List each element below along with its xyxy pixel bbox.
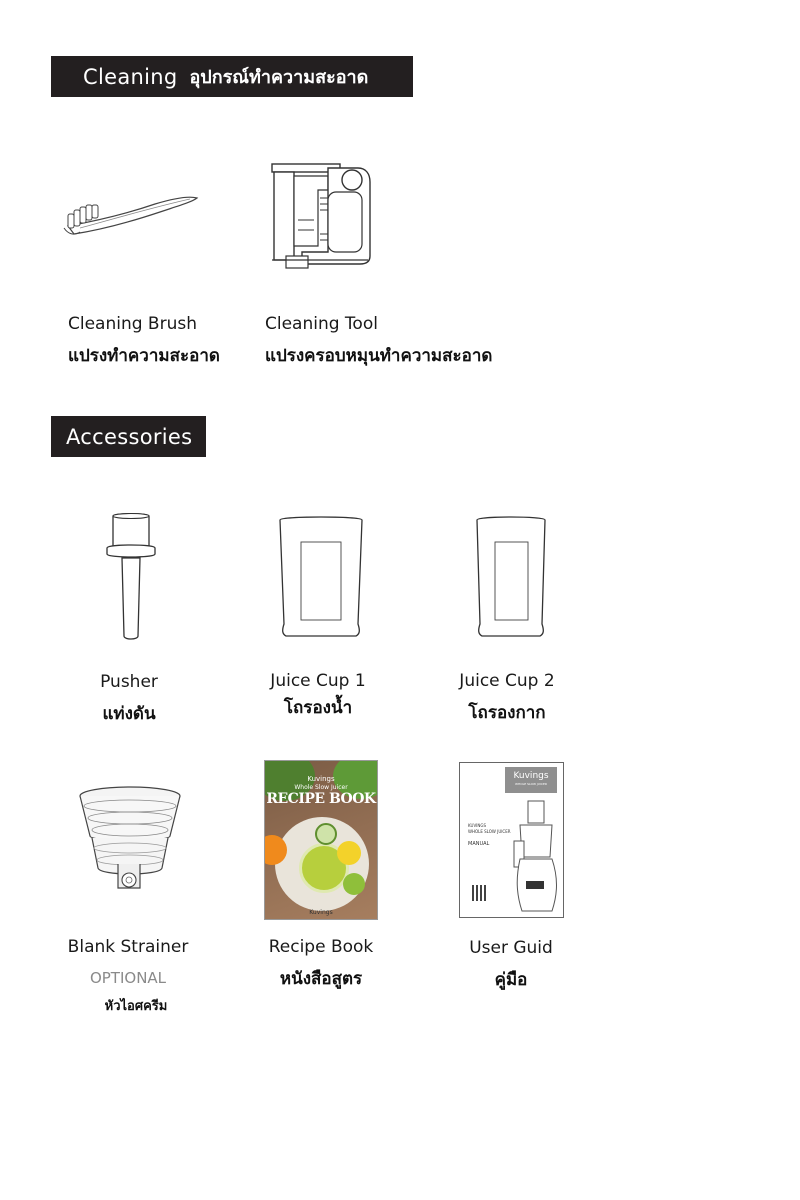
user-guide-label-th: คู่มือ bbox=[494, 970, 528, 990]
juice-cup-2-label-th: โถรองกาก bbox=[468, 703, 546, 723]
blank-strainer-label-th: หัวไอศครีม bbox=[104, 999, 168, 1014]
user-guide-image bbox=[459, 762, 564, 918]
accessories-section-header bbox=[51, 416, 206, 457]
recipe-book-subtitle: Whole Slow Juicer bbox=[294, 784, 348, 791]
juice-cup-2-label-en: Juice Cup 2 bbox=[459, 671, 555, 691]
recipe-book-cucumber bbox=[315, 823, 337, 845]
juice-cup-1-image bbox=[276, 514, 366, 640]
cleaning-title-en: Cleaning bbox=[83, 64, 178, 89]
cleaning-tool-image bbox=[268, 160, 374, 272]
recipe-book-title: RECIPE BOOK bbox=[266, 791, 376, 807]
pusher-label-en: Pusher bbox=[100, 672, 158, 692]
manual-line1: WHOLE SLOW JUICER bbox=[468, 829, 511, 834]
blank-strainer-optional-label: OPTIONAL bbox=[89, 969, 167, 987]
recipe-book-lime bbox=[343, 873, 365, 895]
pusher-image bbox=[104, 512, 158, 642]
recipe-book-brand: Kuvings bbox=[307, 775, 335, 783]
blank-strainer-image bbox=[78, 784, 182, 896]
cleaning-brush-label-th: แปรงทำความสะอาด bbox=[68, 346, 220, 366]
cleaning-tool-label-th: แปรงครอบหมุนทำความสะอาด bbox=[265, 346, 493, 366]
recipe-book-image bbox=[264, 760, 378, 920]
cleaning-brush-label-en: Cleaning Brush bbox=[68, 314, 197, 334]
recipe-book-footer-brand: Kuvings bbox=[309, 909, 333, 916]
manual-brand-sub: WHOLE SLOW JUICER bbox=[515, 782, 547, 786]
blank-strainer-label-en: Blank Strainer bbox=[67, 937, 189, 957]
manual-line2: MANUAL bbox=[468, 841, 490, 847]
cleaning-section-header bbox=[51, 56, 413, 97]
cleaning-brush-image bbox=[60, 188, 202, 240]
pusher-label-th: แท่งดัน bbox=[102, 704, 156, 724]
juice-cup-2-image bbox=[474, 514, 548, 640]
user-guide-label-en: User Guid bbox=[469, 938, 553, 958]
juice-cup-1-label-th: โถรองน้ำ bbox=[283, 698, 353, 718]
manual-brand: Kuvings bbox=[513, 771, 549, 781]
manual-label: KUVINGS bbox=[468, 823, 486, 828]
recipe-book-label-th: หนังสือสูตร bbox=[279, 969, 363, 989]
recipe-book-lemon bbox=[337, 841, 361, 865]
manual-qr-code bbox=[472, 885, 488, 901]
cleaning-tool-label-en: Cleaning Tool bbox=[265, 314, 378, 334]
manual-brand-box bbox=[505, 767, 557, 793]
juice-cup-1-label-en: Juice Cup 1 bbox=[270, 671, 366, 691]
manual-juicer-illustration bbox=[512, 797, 562, 915]
accessories-title: Accessories bbox=[66, 424, 193, 449]
recipe-book-label-en: Recipe Book bbox=[268, 937, 374, 957]
cleaning-title-th: อุปกรณ์ทำความสะอาด bbox=[189, 67, 369, 88]
